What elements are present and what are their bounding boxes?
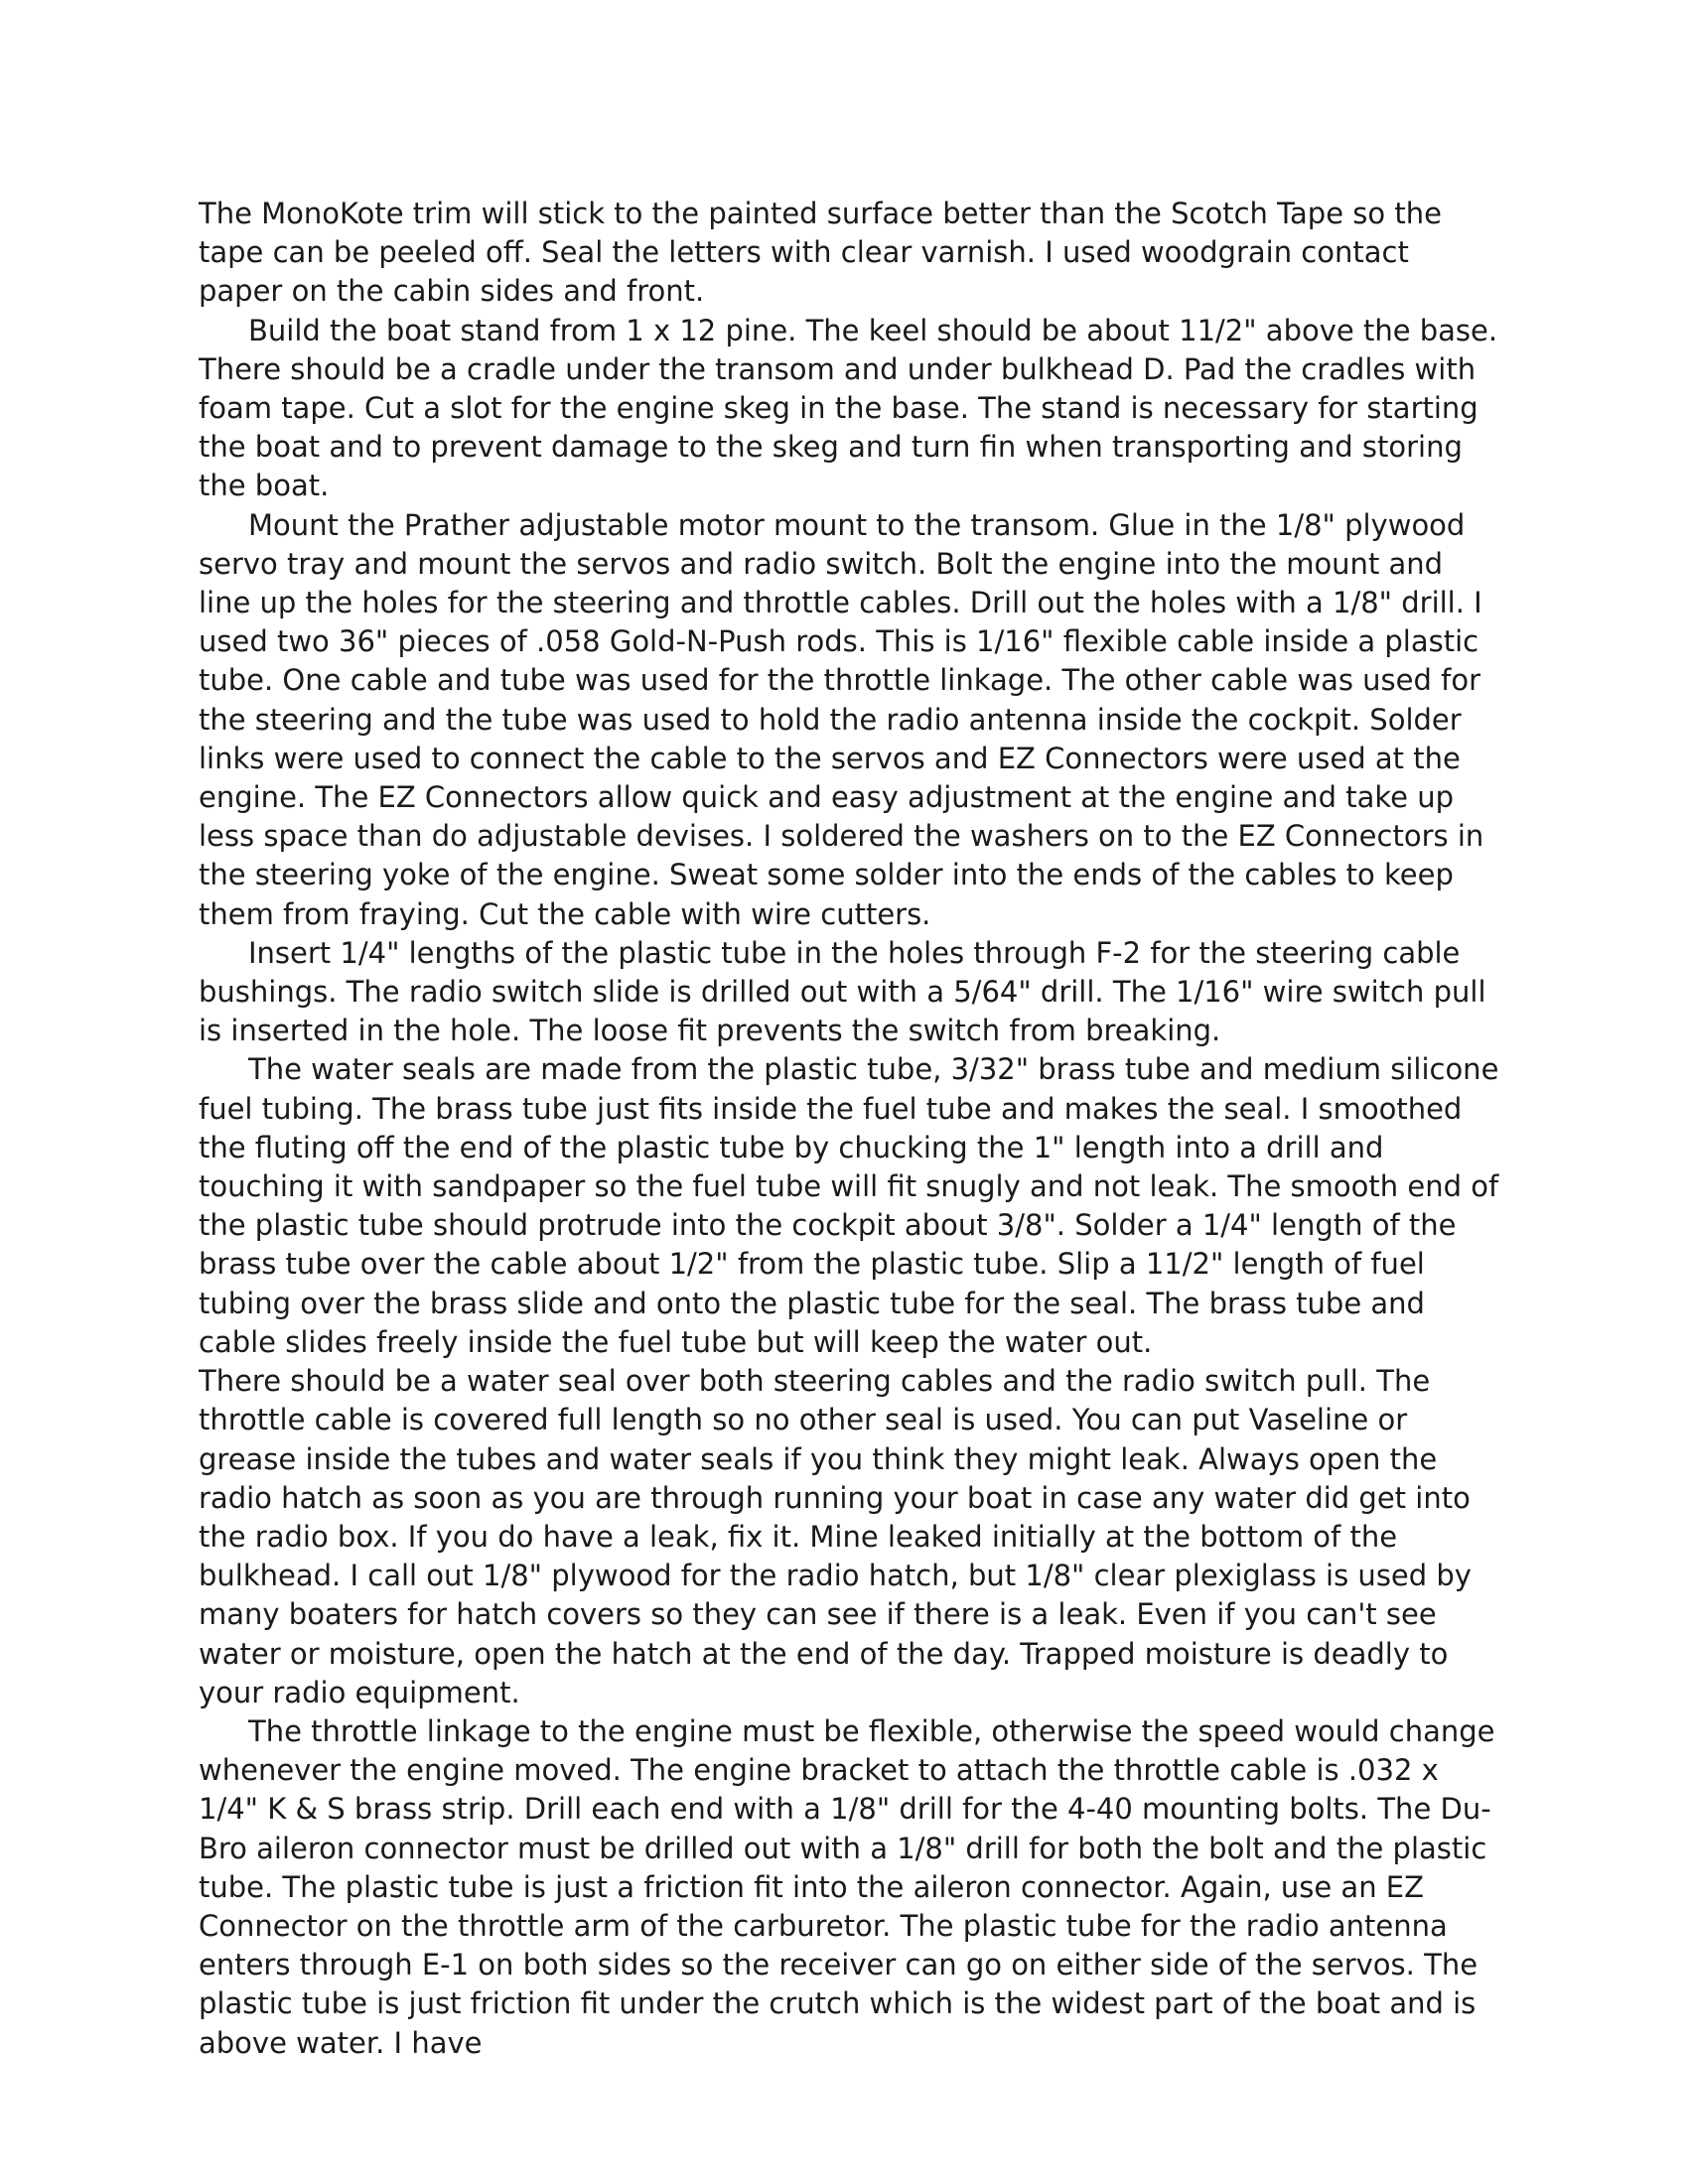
paragraph-boat-stand: Build the boat stand from 1 x 12 pine. The keel should be about 11/2" above the base. There should be a cradle under the transom and under bulkhead D. Pad the cradles with foam tape. Cut a slot for the engine skeg in the base. The stand is necessary for starting the boat and to prevent damage to the skeg and turn fin when transporting and storing the boat. — [199, 313, 1498, 503]
paragraph-seal-placement: There should be a water seal over both steering cables and the radio switch pull. The throttle cable is covered full length so no other seal is used. You can put Vaseline or grease inside the tubes and water seals if you think they might leak. Always open the radio hatch as soon as you are through running your boat in case any water did get into the radio box. If you do have a leak, fix it. Mine leaked initially at the bottom of the bulkhead. I call out 1/8" plywood for the radio hatch, but 1/8" clear plexiglass is used by many boaters for hatch covers so they can see if there is a leak. Even if you can't see water or moisture, open the hatch at the end of the day. Trapped moisture is deadly to your radio equipment. — [199, 1364, 1472, 1709]
paragraph-monokote-trim: The MonoKote trim will stick to the painted surface better than the Scotch Tape so the tape can be peeled off. Seal the letters with clear varnish. I used woodgrain contact paper on the cabin sides and front. — [199, 197, 1442, 309]
paragraph-throttle-linkage: The throttle linkage to the engine must be flexible, otherwise the speed would change whenever the engine moved. The engine bracket to attach the throttle cable is .032 x 1/4" K & S brass strip. Drill each end with a 1/8" drill for the 4-40 mounting bolts. The Du-Bro aileron connector must be drilled out with a 1/8" drill for both the bolt and the plastic tube. The plastic tube is just a friction fit into the aileron connector. Again, use an EZ Connector on the throttle arm of the carburetor. The plastic tube for the radio antenna enters through E-1 on both sides so the receiver can go on either side of the servos. The plastic tube is just friction fit under the crutch which is the widest part of the boat and is above water. I have — [199, 1713, 1495, 2060]
paragraph-steering-bushings: Insert 1/4" lengths of the plastic tube in the holes through F-2 for the steering cable bushings. The radio switch slide is drilled out with a 5/64" drill. The 1/16" wire switch pull is inserted in the hole. The loose fit prevents the switch from breaking. — [199, 935, 1486, 1048]
paragraph-water-seals: The water seals are made from the plastic tube, 3/32" brass tube and medium silicone fuel tubing. The brass tube just fits inside the fuel tube and makes the seal. I smoothed the fluting off the end of the plastic tube by chucking the 1" length into a drill and touching it with sandpaper so the fuel tube will fit snugly and not leak. The smooth end of the plastic tube should protrude into the cockpit about 3/8". Solder a 1/4" length of the brass tube over the cable about 1/2" from the plastic tube. Slip a 11/2" length of fuel tubing over the brass slide and onto the plastic tube for the seal. The brass tube and cable slides freely inside the fuel tube but will keep the water out. — [199, 1052, 1499, 1359]
document-page — [199, 195, 1499, 2063]
paragraph-motor-mount: Mount the Prather adjustable motor mount to the transom. Glue in the 1/8" plywood servo tray and mount the servos and radio switch. Bolt the engine into the mount and line up the holes for the steering and throttle cables. Drill out the holes with a 1/8" drill. I used two 36" pieces of .058 Gold-N-Push rods. This is 1/16" flexible cable inside a plastic tube. One cable and tube was used for the throttle linkage. The other cable was used for the steering and the tube was used to hold the radio antenna inside the cockpit. Solder links were used to connect the cable to the servos and EZ Connectors were used at the engine. The EZ Connectors allow quick and easy adjustment at the engine and take up less space than do adjustable devises. I soldered the washers on to the EZ Connectors in the steering yoke of the engine. Sweat some solder into the ends of the cables to keep them from fraying. Cut the cable with wire cutters. — [199, 507, 1484, 931]
